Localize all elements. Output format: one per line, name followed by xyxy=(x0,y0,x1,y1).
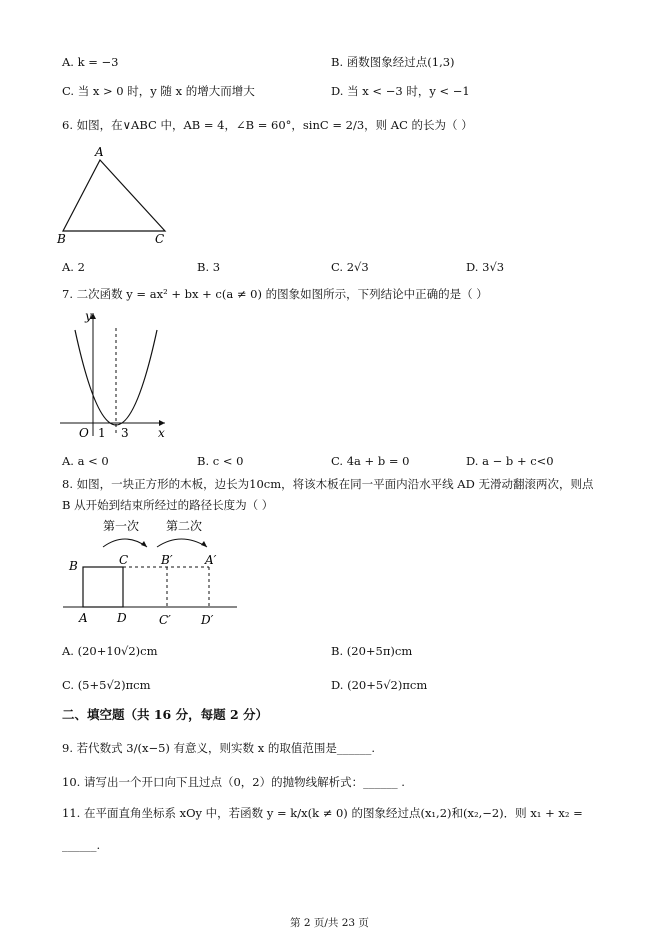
section-heading-fill-in: 二、填空题（共 16 分，每题 2 分） xyxy=(62,707,269,722)
first-roll-arc xyxy=(103,539,147,547)
q6-triangle-figure xyxy=(55,143,180,248)
q11-text-line1: 11. 在平面直角坐标系 xOy 中，若函数 y = k/x(k ≠ 0) 的图象经过点(x₁,2)和(x₂,−2)．则 x₁ + x₂ = xyxy=(62,806,583,820)
q8-option-c: C. (5+5√2)πcm xyxy=(62,678,151,692)
page-footer: 第 2 页/共 23 页 xyxy=(290,917,369,929)
q5-option-b: B. 函数图象经过点(1,3) xyxy=(331,55,455,69)
q10-text: 10. 请写出一个开口向下且过点（0，2）的抛物线解析式：______ . xyxy=(62,775,405,789)
triangle-abc xyxy=(63,160,165,231)
label-y: y xyxy=(85,309,92,323)
q8-stem-line1: 8. 如图，一块正方形的木板，边长为10cm，将该木板在同一平面内沿水平线 AD 无滑动翻滚两次，则点 xyxy=(62,477,594,491)
q9-text: 9. 若代数式 3/(x−5) 有意义，则实数 x 的取值范围是______. xyxy=(62,741,375,755)
label-c-prime: C′ xyxy=(159,613,171,627)
q8-option-b: B. (20+5π)cm xyxy=(331,644,413,658)
q6-stem: 6. 如图，在∨ABC 中，AB = 4，∠B = 60°，sinC = 2/3，则 AC 的长为（ ） xyxy=(62,118,473,132)
q5-option-d: D. 当 x < −3 时，y < −1 xyxy=(331,84,470,98)
label-b: B xyxy=(69,559,78,573)
square-board xyxy=(83,567,123,607)
q8-stem-line2: B 从开始到结束所经过的路径长度为（ ） xyxy=(62,498,274,512)
label-tick-3: 3 xyxy=(121,426,129,440)
label-vertex-b: B xyxy=(57,232,66,246)
label-tick-1: 1 xyxy=(98,426,106,440)
q5-option-a: A. k = −3 xyxy=(62,55,119,69)
q5-option-c: C. 当 x > 0 时，y 随 x 的增大而增大 xyxy=(62,84,255,98)
label-d: D xyxy=(117,611,127,625)
second-roll-arrowhead xyxy=(201,541,207,547)
label-second-roll: 第二次 xyxy=(166,519,203,533)
second-roll-arc xyxy=(157,539,207,547)
label-vertex-c: C xyxy=(155,232,165,246)
label-vertex-a: A xyxy=(95,145,104,159)
q7-option-a: A. a < 0 xyxy=(62,454,109,468)
q6-option-b: B. 3 xyxy=(197,260,221,274)
label-first-roll: 第一次 xyxy=(103,519,140,533)
label-d-prime: D′ xyxy=(201,613,214,627)
q8-option-d: D. (20+5√2)πcm xyxy=(331,678,428,692)
q6-option-c: C. 2√3 xyxy=(331,260,369,274)
q7-option-c: C. 4a + b = 0 xyxy=(331,454,410,468)
label-c: C xyxy=(119,553,129,567)
label-a: A xyxy=(79,611,88,625)
label-origin: O xyxy=(79,426,89,440)
q7-stem: 7. 二次函数 y = ax² + bx + c(a ≠ 0) 的图象如图所示，下列结论中正确的是（ ） xyxy=(62,287,488,301)
label-a-prime: A′ xyxy=(205,553,217,567)
first-roll-arrowhead xyxy=(141,541,147,547)
q7-parabola-figure xyxy=(55,308,175,443)
label-x: x xyxy=(158,426,165,440)
q7-option-b: B. c < 0 xyxy=(197,454,244,468)
label-b-prime: B′ xyxy=(161,553,173,567)
q8-rolling-board-figure xyxy=(55,516,245,628)
q8-option-a: A. (20+10√2)cm xyxy=(62,644,158,658)
q7-option-d: D. a − b + c<0 xyxy=(466,454,554,468)
q6-option-a: A. 2 xyxy=(62,260,85,274)
q11-text-line2: ______. xyxy=(62,838,101,852)
q6-option-d: D. 3√3 xyxy=(466,260,505,274)
